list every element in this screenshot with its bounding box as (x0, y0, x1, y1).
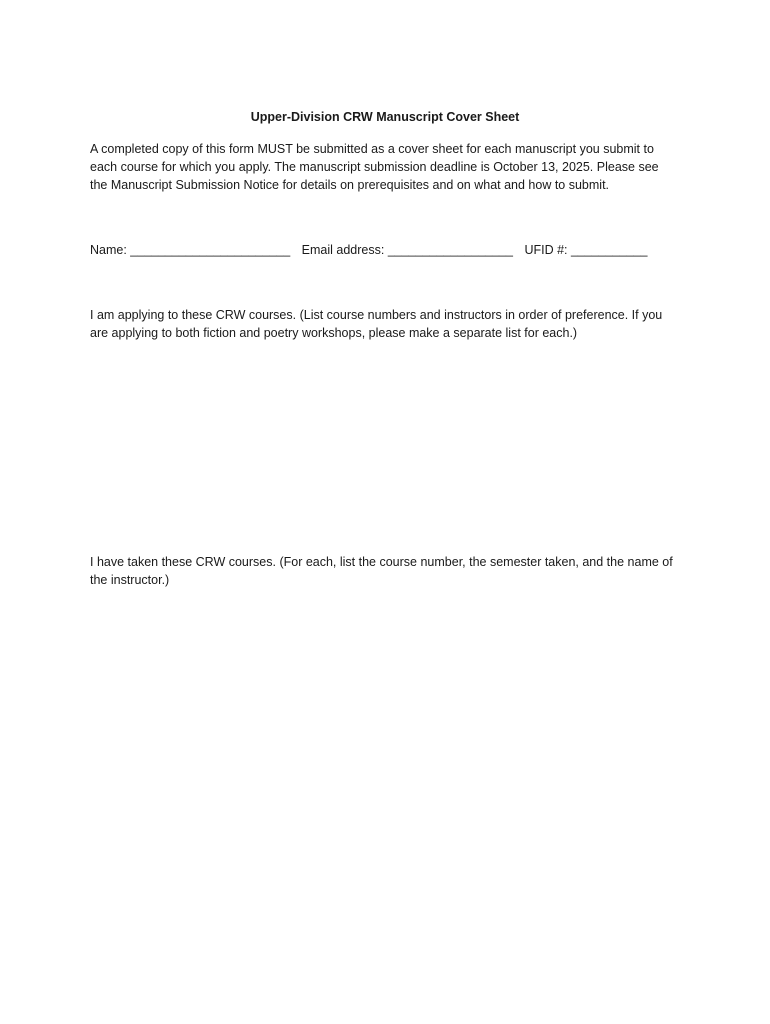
intro-paragraph (90, 140, 690, 194)
intro-line: A completed copy of this form MUST be submitted as a cover sheet for each manuscript you submit to (90, 142, 654, 156)
applying-line: are applying to both fiction and poetry workshops, please make a separate list for each.) (90, 326, 578, 340)
taken-courses-prompt (90, 553, 690, 589)
page-title: Upper-Division CRW Manuscript Cover Sheet (250, 110, 520, 124)
taken-line: I have taken these CRW courses. (For each, list the course number, the semester taken, and the name of (90, 555, 673, 569)
applying-courses-answer-area[interactable] (90, 350, 680, 540)
applying-line: I am applying to these CRW courses. (List course numbers and instructors in order of preference. If you (90, 308, 663, 322)
taken-line: the instructor.) (90, 573, 170, 587)
intro-line: the Manuscript Submission Notice for details on prerequisites and on what and how to submit. (90, 178, 610, 192)
ufid-field[interactable]: UFID #: ___________ (524, 243, 648, 257)
applying-courses-prompt (90, 306, 690, 342)
taken-courses-answer-area[interactable] (90, 596, 680, 976)
name-field[interactable]: Name: _______________________ (90, 243, 291, 257)
email-field[interactable]: Email address: __________________ (301, 243, 513, 257)
applicant-fields (90, 241, 690, 259)
intro-line: each course for which you apply. The manuscript submission deadline is October 13, 2025. Please see (90, 160, 659, 174)
